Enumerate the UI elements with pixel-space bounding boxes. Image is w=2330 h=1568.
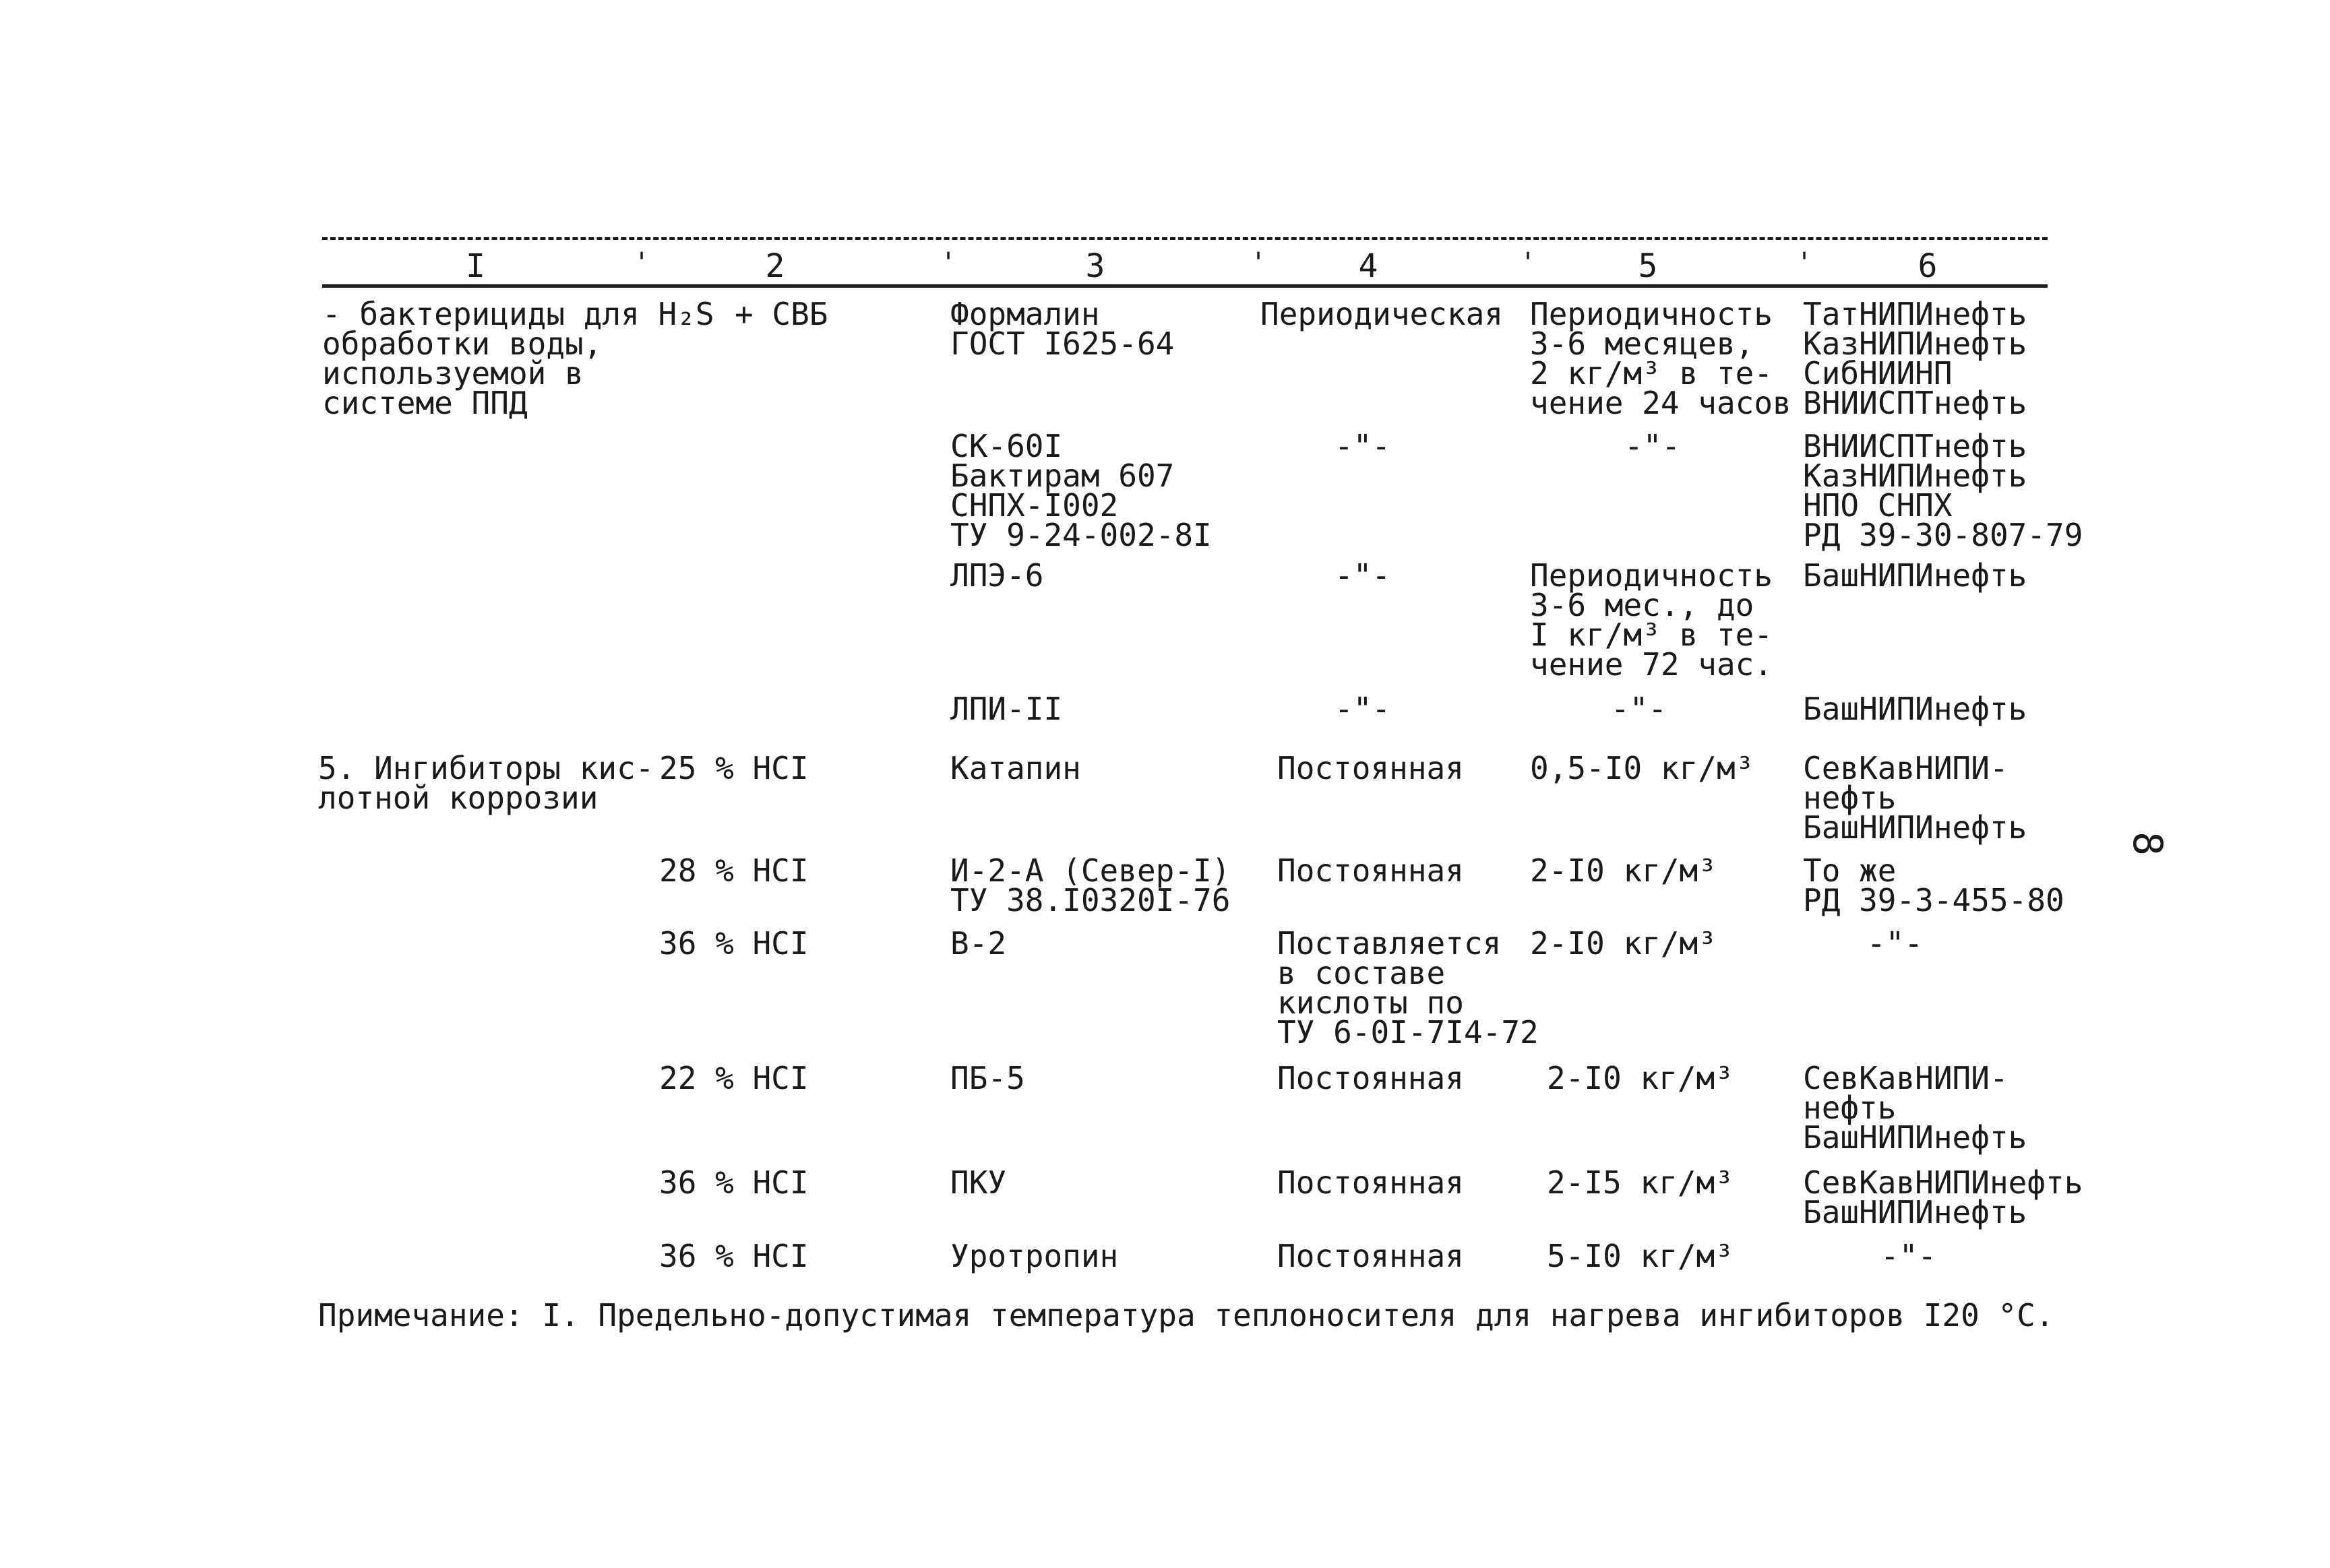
table-cell: ПБ-5 xyxy=(950,1060,1025,1096)
table-cell: ВНИИСПТнефть КазНИПИнефть НПО СНПХ РД 39-30-807-79 xyxy=(1803,428,2083,553)
table-cell: Постоянная xyxy=(1277,750,1464,786)
header-rule xyxy=(322,284,2048,288)
table-cell: То же РД 39-3-455-80 xyxy=(1803,852,2064,918)
table-cell: -"- xyxy=(1611,691,1667,727)
header-col-3: 3 xyxy=(1085,247,1105,285)
table-cell: Уротропин xyxy=(950,1238,1119,1274)
table-cell: -"- xyxy=(1335,428,1391,464)
header-separator: ' xyxy=(940,247,957,278)
table-cell: -"- xyxy=(1624,428,1681,464)
table-cell: ТатНИПИнефть КазНИПИнефть СибНИИНП ВНИИСПТнефть xyxy=(1803,296,2027,421)
header-col-6: 6 xyxy=(1918,247,1938,285)
table-cell: СевКавНИПИ- нефть БашНИПИнефть xyxy=(1803,750,2027,846)
footnote: Примечание: I. Предельно-допустимая температура теплоносителя для нагрева ингибиторов I20 °C. xyxy=(318,1297,2054,1334)
table-cell: СевКавНИПИнефть БашНИПИнефть xyxy=(1803,1164,2083,1230)
table-cell: 2-I0 кг/м³ xyxy=(1530,925,1717,962)
table-cell: Катапин xyxy=(950,750,1081,786)
table-cell: Постоянная xyxy=(1277,1060,1464,1096)
table-cell: 22 % HCI xyxy=(659,1060,809,1096)
table-cell: -"- xyxy=(1335,691,1391,727)
table-cell: БашНИПИнефть xyxy=(1803,557,2027,594)
table-cell: 28 % HCI xyxy=(659,852,809,889)
table-cell: Постоянная xyxy=(1277,1238,1464,1274)
table-cell: ЛПЭ-6 xyxy=(950,557,1044,594)
table-cell: Формалин ГОСТ I625-64 xyxy=(950,296,1175,362)
table-cell: Поставляется в составе кислоты по ТУ 6-0I-7I4-72 xyxy=(1277,925,1539,1050)
table-cell: 36 % HCI xyxy=(659,925,809,962)
table-cell: -"- xyxy=(1867,925,1924,962)
table-cell: 5. Ингибиторы кис- лотной коррозии xyxy=(318,750,654,816)
table-cell: 0,5-I0 кг/м³ xyxy=(1530,750,1754,786)
table-cell: И-2-А (Север-I) ТУ 38.I0320I-76 xyxy=(950,852,1231,918)
header-col-5: 5 xyxy=(1638,247,1658,285)
table-cell: + СВБ xyxy=(735,296,828,332)
table-cell: - бактерициды для H₂S обработки воды, используемой в системе ППД xyxy=(322,296,714,421)
table-cell: 36 % HCI xyxy=(659,1238,809,1274)
header-separator: ' xyxy=(1250,247,1267,278)
top-dashed-rule xyxy=(322,237,2048,240)
table-cell: -"- xyxy=(1335,557,1391,594)
table-cell: Периодичность 3-6 мес., до I кг/м³ в те- чение 72 час. xyxy=(1530,557,1773,683)
table-cell: 2-I5 кг/м³ xyxy=(1547,1164,1734,1201)
table-cell: В-2 xyxy=(950,925,1007,962)
header-separator: ' xyxy=(1520,247,1537,278)
table-cell: 2-I0 кг/м³ xyxy=(1547,1060,1734,1096)
page-number: 8 xyxy=(2124,831,2172,856)
header-separator: ' xyxy=(1796,247,1813,278)
table-cell: 2-I0 кг/м³ xyxy=(1530,852,1717,889)
table-cell: Периодичность 3-6 месяцев, 2 кг/м³ в те- чение 24 часов xyxy=(1530,296,1791,421)
table-cell: ПКУ xyxy=(950,1164,1007,1201)
table-cell: 25 % HCI xyxy=(659,750,809,786)
header-col-2: 2 xyxy=(765,247,785,285)
table-cell: Постоянная xyxy=(1277,1164,1464,1201)
table-cell: СК-60I Бактирам 607 СНПХ-I002 ТУ 9-24-002-8I xyxy=(950,428,1212,553)
table-cell: 36 % HCI xyxy=(659,1164,809,1201)
table-cell: ЛПИ-II xyxy=(950,691,1063,727)
header-col-4: 4 xyxy=(1358,247,1378,285)
table-cell: Периодическая xyxy=(1260,296,1504,332)
header-separator: ' xyxy=(634,247,650,278)
table-cell: СевКавНИПИ- нефть БашНИПИнефть xyxy=(1803,1060,2027,1156)
header-col-1: I xyxy=(466,247,485,285)
table-cell: Постоянная xyxy=(1277,852,1464,889)
table-cell: -"- xyxy=(1880,1238,1937,1274)
table-cell: 5-I0 кг/м³ xyxy=(1547,1238,1734,1274)
table-cell: БашНИПИнефть xyxy=(1803,691,2027,727)
